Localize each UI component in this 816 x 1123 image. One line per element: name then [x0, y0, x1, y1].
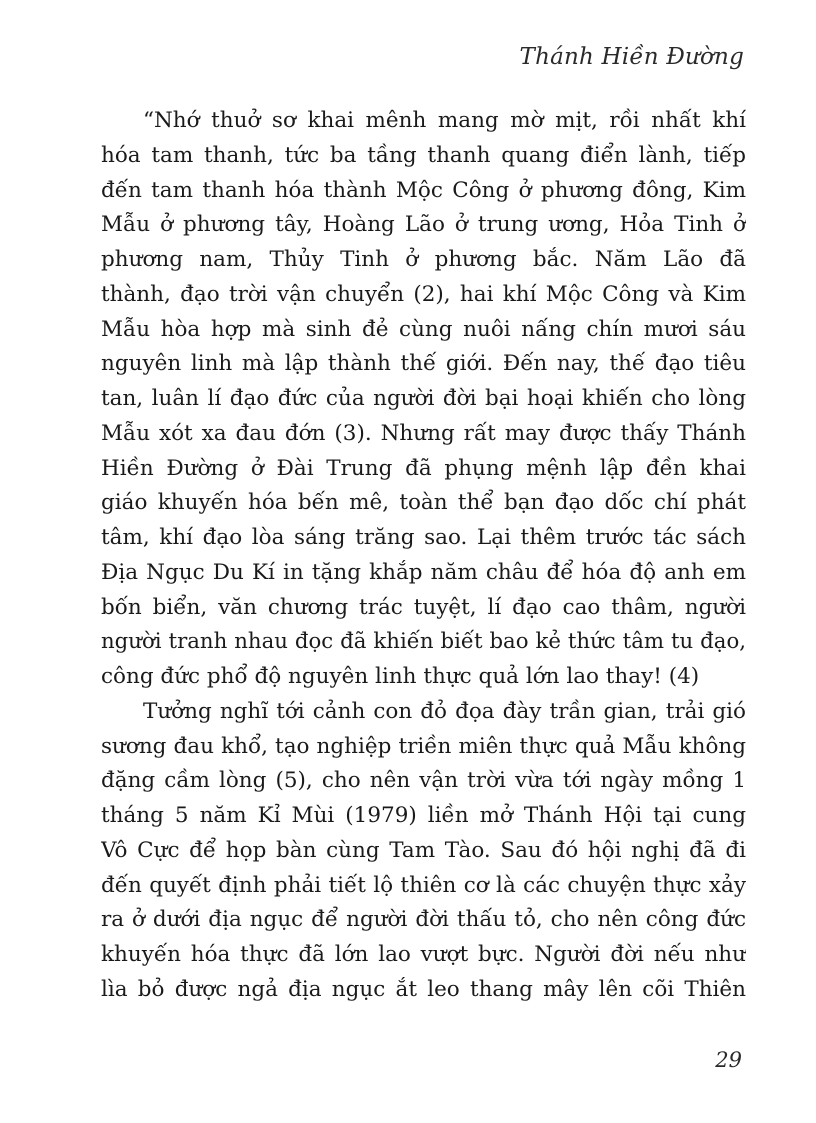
paragraph-1 [101, 104, 746, 695]
paragraph-2 [101, 695, 746, 1008]
text-line: khuyến hóa thực đã lớn lao vượt bực. Người đời nếu như [101, 942, 746, 967]
text-line: Mẫu hòa hợp mà sinh đẻ cùng nuôi nấng chín mươi sáu [101, 316, 746, 342]
text-line: tháng 5 năm Kỉ Mùi (1979) liền mở Thánh Hội tại cung [101, 803, 746, 828]
running-header: Thánh Hiền Đường [519, 44, 744, 70]
text-line: sương đau khổ, tạo nghiệp triền miên thực quả Mẫu không [101, 733, 746, 759]
text-line: Hiền Đường ở Đài Trung đã phụng mệnh lập đền khai [101, 455, 746, 481]
text-line: Mẫu xót xa đau đớn (3). Nhưng rất may được thấy Thánh [101, 420, 746, 446]
text-line: thành, đạo trời vận chuyển (2), hai khí Mộc Công và Kim [101, 281, 746, 307]
text-line: “Nhớ thuở sơ khai mênh mang mờ mịt, rồi nhất khí [143, 108, 746, 133]
text-line: đến tam thanh hóa thành Mộc Công ở phương đông, Kim [101, 177, 746, 203]
text-line: phương nam, Thủy Tinh ở phương bắc. Năm Lão đã [101, 247, 746, 272]
page-number: 29 [715, 1048, 742, 1072]
text-line: ra ở dưới địa ngục để người đời thấu tỏ, cho nên công đức [101, 907, 746, 933]
text-line: giáo khuyến hóa bến mê, toàn thể bạn đạo dốc chí phát [101, 490, 746, 516]
text-line: Tưởng nghĩ tới cảnh con đỏ đọa đày trần gian, trải gió [143, 698, 746, 724]
text-line: Mẫu ở phương tây, Hoàng Lão ở trung ương, Hỏa Tinh ở [101, 212, 746, 238]
text-line: lìa bỏ được ngả địa ngục ắt leo thang mây lên cõi Thiên [101, 976, 746, 1002]
text-line: hóa tam thanh, tức ba tầng thanh quang điển lành, tiếp [101, 142, 746, 168]
text-line: bốn biển, văn chương trác tuyệt, lí đạo cao thâm, người [101, 594, 746, 620]
text-line: Địa Ngục Du Kí in tặng khắp năm châu để hóa độ anh em [101, 559, 746, 585]
text-line: người tranh nhau đọc đã khiến biết bao kẻ thức tâm tu đạo, [101, 629, 746, 655]
text-line: nguyên linh mà lập thành thế giới. Đến nay, thế đạo tiêu [101, 351, 746, 377]
text-line: đặng cầm lòng (5), cho nên vận trời vừa tới ngày mồng 1 [101, 768, 746, 794]
text-line: đến quyết định phải tiết lộ thiên cơ là các chuyện thực xảy [101, 872, 746, 898]
text-line: tâm, khí đạo lòa sáng trăng sao. Lại thêm trước tác sách [101, 525, 746, 550]
body-text [101, 104, 746, 1008]
text-line: tan, luân lí đạo đức của người đời bại hoại khiến cho lòng [101, 386, 746, 411]
text-line: công đức phổ độ nguyên linh thực quả lớn lao thay! (4) [101, 664, 700, 689]
text-line: Vô Cực để họp bàn cùng Tam Tào. Sau đó hội nghị đã đi [101, 837, 746, 863]
